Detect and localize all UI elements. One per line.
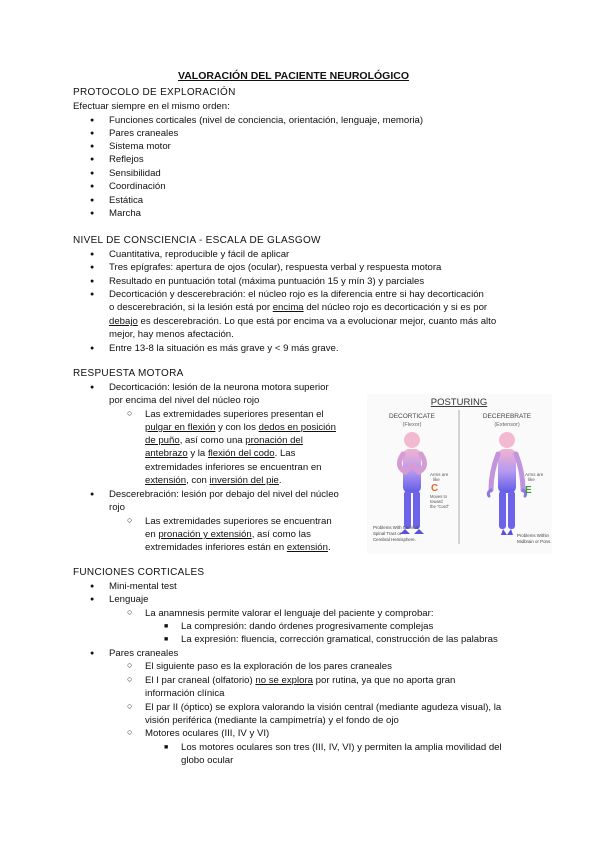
decorticate-note: like (433, 477, 440, 482)
text: en (145, 529, 159, 540)
decerebrate-note: like (528, 477, 535, 482)
text: . Las (274, 448, 296, 459)
text: El I par craneal (olfatorio) (145, 675, 256, 686)
list-item: ● Pares craneales (109, 647, 178, 660)
text: y con los (215, 422, 259, 433)
decorticate-sub: (Flexor) (402, 422, 422, 428)
paragraph-line: rojo (109, 502, 125, 513)
underlined-text: pronación del (245, 435, 303, 446)
list-item: ● Cuantitativa, reproducible y fácil de aplicar (109, 248, 289, 261)
text: es descerebración. Lo que está por encima va a evolucionar mejor, cuanto más alto (137, 316, 497, 327)
decorticate-note: toward (430, 499, 443, 504)
text: , con (186, 475, 210, 486)
decerebrate-problem: Problems Within (517, 533, 549, 538)
paragraph-line (145, 447, 295, 460)
posturing-figure (367, 394, 552, 554)
underlined-text: inversión del pie (209, 475, 279, 486)
page-title: VALORACIÓN DEL PACIENTE NEUROLÓGICO (178, 70, 410, 82)
decorticate-problem: Cerebral Hemisphere. (373, 537, 416, 542)
paragraph-line (145, 474, 282, 487)
paragraph-line (109, 301, 487, 314)
paragraph-line (109, 315, 496, 328)
underlined-text: dedos en posición (258, 422, 336, 433)
text: extremidades inferiores están en (145, 542, 287, 553)
posturing-illustration (367, 394, 552, 554)
list-item: ● Descerebración: lesión por debajo del nivel del núcleo (109, 488, 339, 501)
underlined-text: extensión (145, 475, 187, 486)
paragraph-line: visión periférica (mediante la campimetría) y el fondo de ojo (145, 715, 399, 726)
decerebrate-note: Arms are (525, 472, 544, 477)
decorticate-note: Moves to (430, 494, 447, 499)
underlined-text: de puño (145, 435, 180, 446)
sub-list-item: ○ El par II (óptico) se explora valorando la visión central (mediante agudeza visual), la (145, 701, 501, 714)
text: , así como las (251, 529, 311, 540)
paragraph-line (145, 421, 336, 434)
decorticate-note: Arms are (430, 472, 449, 477)
underlined-text: pronación y extensión (158, 529, 252, 540)
decorticate-body (399, 432, 424, 534)
list-item: ● Coordinación (109, 180, 166, 193)
paragraph-line: mejor, hay menos afectación. (109, 329, 234, 340)
paragraph-line (145, 434, 303, 447)
text: por rutina, ya que no aporta gran (312, 675, 456, 686)
section-heading-respuesta: RESPUESTA MOTORA (73, 368, 184, 379)
list-item: ● Entre 13-8 la situación es más grave y < 9 más grave. (109, 342, 339, 355)
list-item: ● Funciones corticales (nivel de conciencia, orientación, lenguaje, memoria) (109, 114, 423, 127)
sub-sub-list-item: ■ La compresión: dando órdenes progresivamente complejas (181, 620, 433, 633)
list-item: ● Marcha (109, 207, 141, 220)
decorticate-problem: Spinal Tract or (373, 531, 402, 536)
list-item: ● Decorticación: lesión de la neurona motora superior (109, 381, 329, 394)
section-heading-glasgow: NIVEL DE CONSCIENCIA - ESCALA DE GLASGOW (73, 235, 321, 246)
text: . (278, 475, 282, 486)
sub-list-item: ○ Motores oculares (III, IV y VI) (145, 727, 269, 740)
paragraph-line (145, 528, 311, 541)
list-item: ● Mini-mental test (109, 580, 177, 593)
section-heading-funciones: FUNCIONES CORTICALES (73, 567, 205, 578)
decerebrate-label: DECEREBRATE (482, 413, 532, 420)
decerebrate-e-letter: E (525, 485, 532, 496)
list-item: ● Sensibilidad (109, 167, 161, 180)
protocolo-intro: Efectuar siempre en el mismo orden: (73, 101, 230, 112)
underlined-text: debajo (109, 316, 138, 327)
list-item: ● Tres epígrafes: apertura de ojos (ocular), respuesta verbal y respuesta motora (109, 261, 441, 274)
paragraph-line: información clínica (145, 688, 225, 699)
underlined-text: pulgar en flexión (145, 422, 216, 433)
sub-list-item: ○ La anamnesis permite valorar el lenguaje del paciente y comprobar: (145, 607, 434, 620)
text: . (327, 542, 331, 553)
decerebrate-body (488, 432, 525, 535)
paragraph-line: extremidades inferiores se encuentran en (145, 462, 322, 473)
decerebrate-sub: (Extensor) (494, 422, 520, 428)
decorticate-problem: Problems With Cervical (373, 525, 419, 530)
sub-list-item: ○ El siguiente paso es la exploración de los pares craneales (145, 660, 392, 673)
underlined-text: flexión del codo (207, 448, 275, 459)
text: , así como una (179, 435, 246, 446)
decorticate-note: the "Cord" (430, 504, 450, 509)
list-item: ● Sistema motor (109, 140, 171, 153)
sub-sub-list-item: ■ Los motores oculares son tres (III, IV, VI) y permiten la amplia movilidad del (181, 741, 502, 754)
text: y la (187, 448, 208, 459)
sub-sub-list-item: ■ La expresión: fluencia, corrección gramatical, construcción de las palabras (181, 633, 498, 646)
decorticate-label: DECORTICATE (389, 413, 435, 420)
figure-title: POSTURING (430, 397, 488, 408)
list-item: ● Lenguaje (109, 593, 148, 606)
underlined-text: encima (272, 302, 304, 313)
sub-list-item: ○ Las extremidades superiores se encuentran (145, 515, 332, 528)
sub-list-item (145, 674, 455, 687)
list-item: ● Estática (109, 194, 143, 207)
list-item: ● Pares craneales (109, 127, 178, 140)
list-item: ● Decorticación y descerebración: el núcleo rojo es la diferencia entre si hay decorticación (109, 288, 484, 301)
paragraph-line: globo ocular (181, 755, 234, 766)
section-heading-protocolo: PROTOCOLO DE EXPLORACIÓN (73, 87, 236, 98)
text: del núcleo rojo es decorticación y si es por (303, 302, 488, 313)
decerebrate-problem: Midbrain or Pons. (517, 539, 552, 544)
text: o descerebración, si la lesión está por (109, 302, 273, 313)
decorticate-c-letter: C (431, 483, 439, 494)
list-item: ● Resultado en puntuación total (máxima puntuación 15 y mín 3) y parciales (109, 275, 424, 288)
underlined-text: no se explora (255, 675, 313, 686)
underlined-text: extensión (286, 542, 328, 553)
paragraph-line (145, 541, 331, 554)
list-item: ● Reflejos (109, 153, 144, 166)
underlined-text: antebrazo (145, 448, 188, 459)
paragraph-line: por encima del nivel del núcleo rojo (109, 395, 260, 406)
sub-list-item: ○ Las extremidades superiores presentan el (145, 408, 324, 421)
